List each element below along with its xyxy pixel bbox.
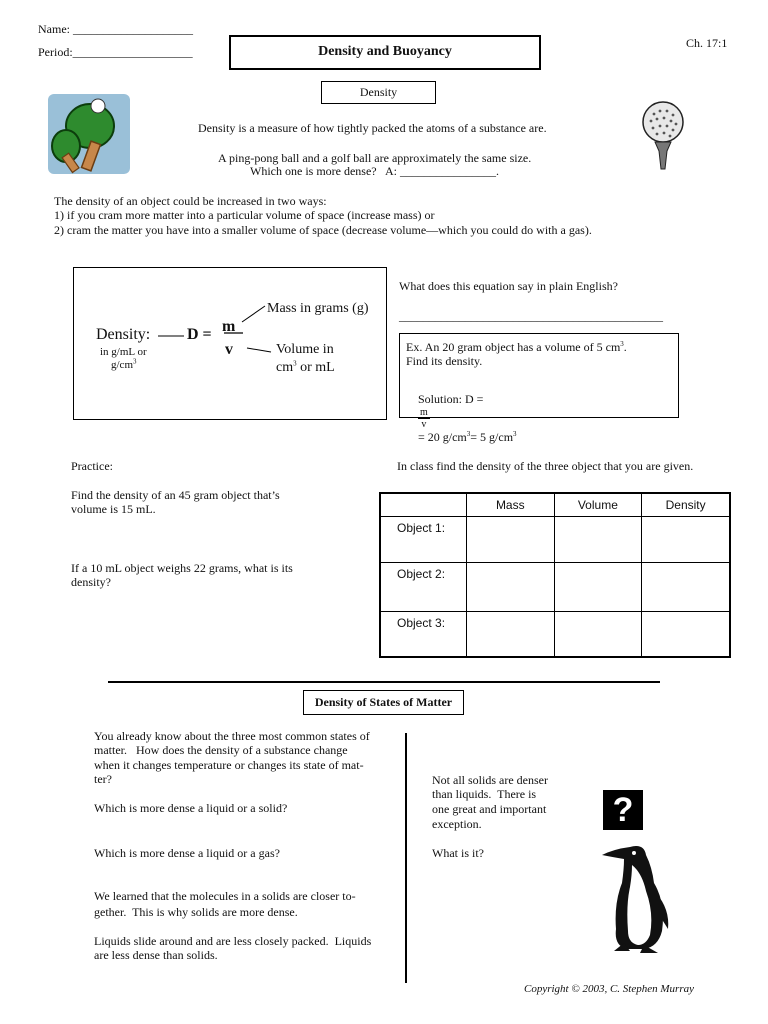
ways-intro: The density of an object could be increased in two ways: [54, 194, 327, 208]
states-intro-line2: matter. How does the density of a substance change [94, 743, 348, 757]
states-intro-line3: when it changes temperature or changes its state of mat- [94, 758, 364, 772]
states-intro-line4: ter? [94, 772, 112, 786]
table-cell-volume[interactable] [554, 612, 642, 657]
plain-english-answer-line[interactable]: ____________________________________________ [399, 309, 663, 323]
practice-label: Practice: [71, 459, 113, 473]
column-divider [405, 733, 407, 983]
q-liquid-solid: Which is more dense a liquid or a solid? [94, 801, 288, 815]
what-is-it: What is it? [432, 846, 484, 860]
table-row-label: Object 2: [380, 563, 467, 612]
density-units-line2 [111, 359, 137, 373]
liquids-line1: Liquids slide around and are less closely packed. Liquids [94, 934, 372, 948]
density-equation: D = [187, 326, 212, 343]
liquids-line2: are less dense than solids. [94, 948, 218, 962]
question-mark-icon: ? [603, 790, 643, 830]
example-line1-sup: 3 [620, 340, 624, 348]
equation-numerator: m [222, 318, 236, 335]
copyright: Copyright © 2003, C. Stephen Murray [524, 983, 694, 995]
plain-english-question: What does this equation say in plain English? [399, 279, 618, 293]
solution-mid: = 20 g/cm [418, 430, 467, 444]
solution-end: = 5 g/cm [470, 430, 514, 444]
table-row [380, 612, 730, 657]
solution-fraction [418, 407, 430, 430]
table-header-density: Density [642, 493, 730, 517]
table-cell-mass[interactable] [467, 563, 554, 612]
exception-line4: exception. [432, 817, 482, 831]
table-cell-density[interactable] [642, 517, 730, 563]
density-label: Density: [96, 326, 151, 343]
penguin-icon [600, 843, 680, 955]
table-header-row [380, 493, 730, 517]
exception-line2: than liquids. There is [432, 787, 537, 801]
pingpong-paddle-icon [46, 92, 132, 176]
example-box [399, 333, 679, 444]
example-line2: Find its density. [406, 354, 483, 368]
example-line1 [406, 340, 627, 355]
solution-sup1: 3 [466, 430, 471, 438]
table-row-label: Object 1: [380, 517, 467, 563]
states-intro-line1: You already know about the three most common states of [94, 729, 370, 743]
table-row-label: Object 3: [380, 612, 467, 657]
volume-unit-sup: 3 [293, 359, 297, 368]
chapter-label: Ch. 17:1 [686, 36, 728, 50]
states-heading: Density of States of Matter [303, 690, 464, 715]
volume-unit-ml: or mL [296, 360, 335, 375]
golf-ball-icon [640, 99, 686, 171]
molecules-line2: gether. This is why solids are more dense. [94, 905, 298, 919]
way-2: 2) cram the matter you have into a smaller volume of space (decrease volume—which you could do with a gas). [54, 223, 592, 237]
density-question-line1: A ping-pong ball and a golf ball are approximately the same size. [218, 151, 532, 165]
density-heading: Density [321, 81, 436, 104]
q-liquid-gas: Which is more dense a liquid or a gas? [94, 846, 280, 860]
practice-q2-line1: If a 10 mL object weighs 22 grams, what is its [71, 561, 293, 575]
molecules-line1: We learned that the molecules in a solids are closer to- [94, 889, 356, 903]
table-row [380, 517, 730, 563]
table-cell-density[interactable] [642, 563, 730, 612]
mass-label: Mass in grams (g) [267, 301, 369, 316]
class-instruction: In class find the density of the three object that you are given. [397, 459, 694, 473]
equation-denominator: v [225, 341, 233, 358]
formula-box [73, 267, 387, 420]
density-definition: Density is a measure of how tightly packed the atoms of a substance are. [198, 121, 547, 135]
table-cell-mass[interactable] [467, 612, 554, 657]
way-1: 1) if you cram more matter into a particular volume of space (increase mass) or [54, 208, 435, 222]
table-cell-volume[interactable] [554, 563, 642, 612]
exception-line1: Not all solids are denser [432, 773, 548, 787]
section-divider [108, 681, 660, 683]
density-question-line2: Which one is more dense? A: ________________. [250, 164, 499, 178]
density-table [379, 492, 731, 658]
table-row [380, 563, 730, 612]
example-line1-text: Ex. An 20 gram object has a volume of 5 cm [406, 340, 621, 354]
solution-frac-num: m [420, 407, 428, 418]
density-units-text: g/cm [111, 359, 133, 371]
practice-q1-line2: volume is 15 mL. [71, 502, 156, 516]
table-cell-volume[interactable] [554, 517, 642, 563]
volume-label-line1: Volume in [276, 342, 334, 357]
density-units-sup: 3 [133, 357, 137, 366]
table-cell-mass[interactable] [467, 517, 554, 563]
table-header-blank [380, 493, 467, 517]
name-line: Name: ____________________ [38, 22, 193, 36]
volume-label-line2 [276, 359, 335, 377]
solution-prefix: Solution: D = [418, 392, 484, 406]
example-line1-end: . [623, 340, 627, 354]
practice-q1-line1: Find the density of an 45 gram object that’s [71, 488, 280, 502]
practice-q2-line2: density? [71, 575, 111, 589]
density-units-line1: in g/mL or [100, 346, 147, 358]
period-line: Period:____________________ [38, 45, 193, 59]
table-header-mass: Mass [467, 493, 554, 517]
table-cell-density[interactable] [642, 612, 730, 657]
solution-sup2: 3 [513, 430, 517, 438]
page-title: Density and Buoyancy [229, 35, 541, 70]
volume-unit-cm: cm [276, 360, 294, 375]
example-solution [406, 377, 517, 460]
solution-frac-den: v [421, 419, 427, 430]
table-header-volume: Volume [554, 493, 642, 517]
exception-line3: one great and important [432, 802, 547, 816]
